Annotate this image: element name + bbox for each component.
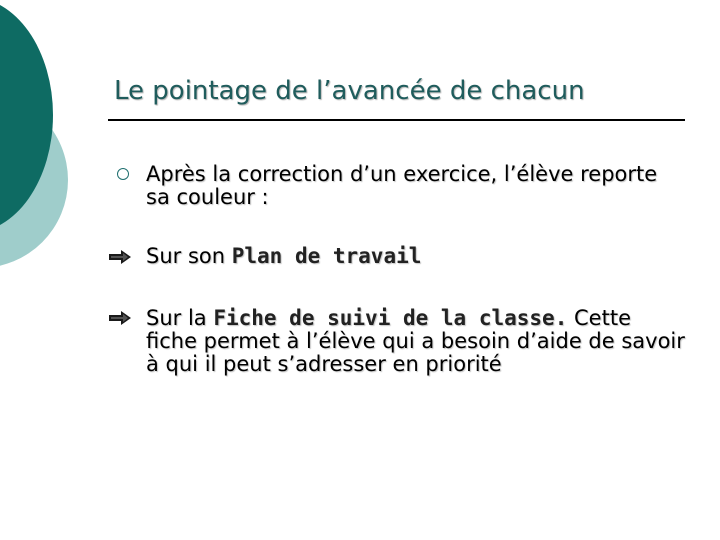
bullet-emphasis: Fiche de suivi de la classe. xyxy=(213,306,568,330)
bullet-suffix: Cette fiche permet à l’élève qui a besoin d’aide de savoir à qui il peut s’adresser en priorité xyxy=(146,306,685,376)
arrow-bullet-icon xyxy=(108,311,132,325)
arrow-bullet-icon xyxy=(108,250,132,264)
slide-title: Le pointage de l’avancée de chacun xyxy=(114,76,585,106)
bullet-item-correction xyxy=(146,163,686,209)
decorative-circles xyxy=(0,0,120,300)
bullet-emphasis: Plan de travail xyxy=(231,244,422,268)
circle-bullet-icon xyxy=(117,168,129,180)
bullet-item-plan-de-travail xyxy=(146,245,686,268)
bullet-prefix: Sur la xyxy=(146,306,214,330)
bullet-text: Après la correction d’un exercice, l’élève reporte sa couleur : xyxy=(146,162,658,209)
bullet-item-fiche-de-suivi xyxy=(146,307,686,376)
title-underline xyxy=(108,119,685,121)
bullet-prefix: Sur son xyxy=(146,244,232,268)
